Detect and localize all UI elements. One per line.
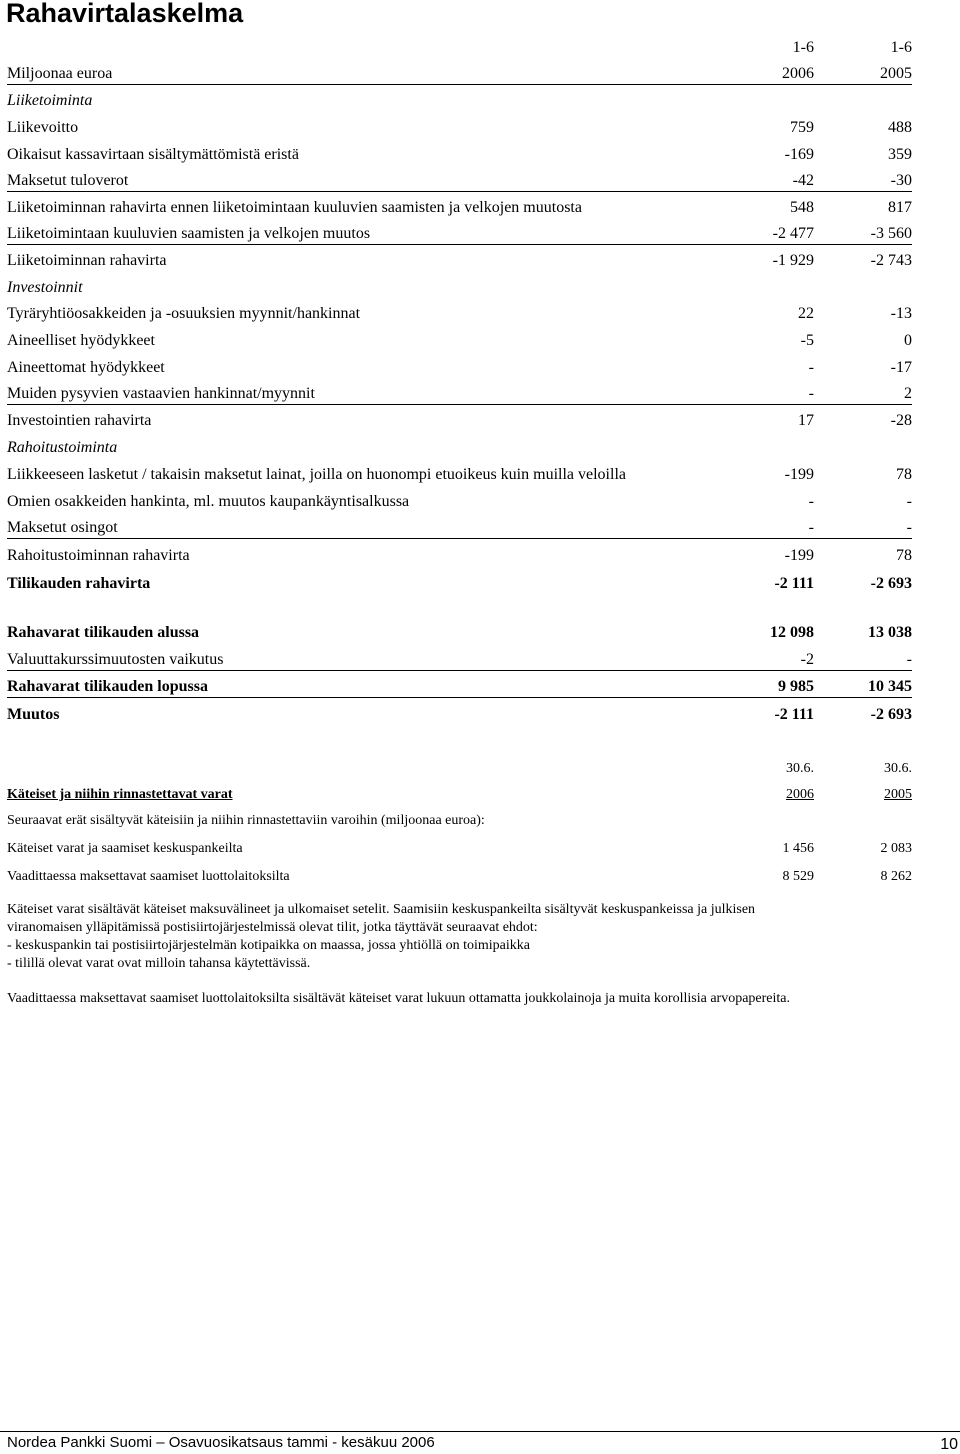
row-value-2006: 12 098 bbox=[770, 624, 814, 641]
row-label: Investoinnit bbox=[7, 279, 83, 296]
row-value-2006: 548 bbox=[790, 199, 814, 216]
row-label: Oikaisut kassavirtaan sisältymättömistä eristä bbox=[7, 146, 299, 163]
row-value-2006: 1 456 bbox=[782, 841, 814, 856]
note-line: Käteiset varat sisältävät käteiset maksuvälineet ja ulkomaiset setelit. Saamisiin keskuspankeilta sisältyvät keskuspankeissa ja julkisen bbox=[7, 902, 756, 917]
row-label: Muiden pysyvien vastaavien hankinnat/myynnit bbox=[7, 385, 315, 402]
row-label: Tilikauden rahavirta bbox=[7, 575, 151, 592]
subtotal-row bbox=[7, 247, 912, 271]
row-value-2005: 8 262 bbox=[880, 869, 912, 884]
period-header-row bbox=[7, 34, 912, 58]
row-value-2005: -17 bbox=[890, 359, 912, 376]
note-line: Vaadittaessa maksettavat saamiset luottolaitoksilta sisältävät käteiset varat lukuun ottamatta joukkolainoja ja muita korollisia arvopapereita. bbox=[7, 991, 790, 1006]
note-line: - tilillä olevat varat ovat milloin tahansa käytettävissä. bbox=[7, 956, 311, 971]
table-row bbox=[7, 488, 912, 512]
total-row bbox=[7, 619, 912, 643]
table-row bbox=[7, 461, 912, 485]
row-value-2006: - bbox=[808, 519, 814, 536]
row-label: Muutos bbox=[7, 706, 60, 723]
row-label: Liikkeeseen lasketut / takaisin maksetut lainat, joilla on huonompi etuoikeus kuin muilla veloilla bbox=[7, 466, 626, 483]
row-value-2006: 8 529 bbox=[782, 869, 814, 884]
table-row bbox=[7, 354, 912, 378]
section-liiketoiminta bbox=[7, 87, 912, 111]
row-value-2005: 0 bbox=[904, 332, 912, 349]
total-row bbox=[7, 570, 912, 594]
table-row bbox=[7, 220, 912, 245]
row-value-2005: -13 bbox=[890, 305, 912, 322]
row-value-2005: 359 bbox=[888, 146, 912, 163]
row-label: Maksetut tuloverot bbox=[7, 172, 129, 189]
row-value-2006: -199 bbox=[784, 466, 814, 483]
period-2005: 1-6 bbox=[890, 39, 912, 56]
cash-title-text: Käteiset ja niihin rinnastettavat varat bbox=[7, 787, 233, 802]
row-value-2005: 13 038 bbox=[868, 624, 912, 641]
row-value-2005: - bbox=[906, 651, 912, 668]
row-value-2006: - bbox=[808, 493, 814, 510]
row-value-2005: -2 693 bbox=[870, 575, 912, 592]
row-value-2005: -2 743 bbox=[870, 252, 912, 269]
row-label: Liiketoiminnan rahavirta ennen liiketoimintaan kuuluvien saamisten ja velkojen muutosta bbox=[7, 199, 582, 216]
row-value-2005: - bbox=[906, 493, 912, 510]
year-2006: 2006 bbox=[782, 65, 814, 82]
row-label: Liiketoimintaan kuuluvien saamisten ja velkojen muutos bbox=[7, 225, 371, 242]
unit-header-row bbox=[7, 60, 912, 85]
row-value-2005: 78 bbox=[896, 466, 912, 483]
row-value-2005: -28 bbox=[890, 412, 912, 429]
row-value-2005: 2 bbox=[904, 385, 912, 402]
cash-date-2006: 30.6. bbox=[786, 761, 814, 776]
row-value-2006: -169 bbox=[784, 146, 814, 163]
row-value-2006: -42 bbox=[792, 172, 814, 189]
total-row bbox=[7, 701, 912, 725]
row-value-2006: -2 111 bbox=[774, 575, 814, 592]
table-row bbox=[7, 300, 912, 324]
row-value-2005: 78 bbox=[896, 547, 912, 564]
row-value-2006: 759 bbox=[790, 119, 814, 136]
row-label: Käteiset varat ja saamiset keskuspankeilta bbox=[7, 841, 243, 856]
table-row bbox=[7, 114, 912, 138]
row-value-2006: 9 985 bbox=[778, 678, 814, 695]
table-row bbox=[7, 194, 912, 218]
row-label: Aineettomat hyödykkeet bbox=[7, 359, 165, 376]
row-value-2006: 22 bbox=[798, 305, 814, 322]
total-row bbox=[7, 673, 912, 698]
cash-row bbox=[7, 834, 912, 858]
row-label: Rahavarat tilikauden lopussa bbox=[7, 678, 208, 695]
row-value-2005: 488 bbox=[888, 119, 912, 136]
row-value-2005: 10 345 bbox=[868, 678, 912, 695]
row-value-2006: -1 929 bbox=[772, 252, 814, 269]
row-label: Liiketoiminnan rahavirta bbox=[7, 252, 167, 269]
cash-year-2005-text: 2005 bbox=[884, 787, 912, 802]
section-investoinnit bbox=[7, 274, 912, 298]
row-label: Investointien rahavirta bbox=[7, 412, 152, 429]
cash-year-2005 bbox=[792, 787, 912, 803]
cash-intro-row bbox=[7, 806, 912, 830]
row-label: Tyräryhtiöosakkeiden ja -osuuksien myynnit/hankinnat bbox=[7, 305, 361, 322]
row-value-2006: 17 bbox=[798, 412, 814, 429]
row-value-2006: -5 bbox=[800, 332, 814, 349]
row-value-2006: -2 111 bbox=[774, 706, 814, 723]
subtotal-row bbox=[7, 542, 912, 566]
period-2006: 1-6 bbox=[792, 39, 814, 56]
note-line: viranomaisen ylläpitämissä postisiirtojärjestelmissä olevat tilit, jotka täyttävät seuraavat ehdot: bbox=[7, 920, 538, 935]
row-value-2006: -2 477 bbox=[772, 225, 814, 242]
row-value-2006: - bbox=[808, 359, 814, 376]
cash-intro: Seuraavat erät sisältyvät käteisiin ja niihin rinnastettaviin varoihin (miljoonaa euroa): bbox=[7, 813, 485, 828]
page-title: Rahavirtalaskelma bbox=[6, 0, 244, 28]
row-value-2006: -199 bbox=[784, 547, 814, 564]
cash-year-2006-text: 2006 bbox=[786, 787, 814, 802]
row-label: Omien osakkeiden hankinta, ml. muutos kaupankäyntisalkussa bbox=[7, 493, 410, 510]
table-row bbox=[7, 646, 912, 671]
table-row bbox=[7, 327, 912, 351]
row-label: Liiketoiminta bbox=[7, 92, 93, 109]
table-row bbox=[7, 380, 912, 405]
note-line: - keskuspankin tai postisiirtojärjestelmän kotipaikka on maassa, jossa yhtiöllä on toimipaikka bbox=[7, 938, 530, 953]
row-value-2005: 817 bbox=[888, 199, 912, 216]
row-value-2005: -2 693 bbox=[870, 706, 912, 723]
footer-divider bbox=[0, 1431, 960, 1432]
cash-date-2005: 30.6. bbox=[884, 761, 912, 776]
subtotal-row bbox=[7, 407, 912, 431]
page-number: 10 bbox=[940, 1436, 958, 1453]
row-label: Liikevoitto bbox=[7, 119, 79, 136]
table-row bbox=[7, 167, 912, 192]
table-row bbox=[7, 141, 912, 165]
row-value-2005: -3 560 bbox=[870, 225, 912, 242]
row-label: Valuuttakurssimuutosten vaikutus bbox=[7, 651, 224, 668]
row-value-2005: 2 083 bbox=[880, 841, 912, 856]
footer-text: Nordea Pankki Suomi – Osavuosikatsaus tammi - kesäkuu 2006 bbox=[7, 1434, 435, 1451]
cash-row bbox=[7, 862, 912, 886]
row-label: Rahoitustoiminnan rahavirta bbox=[7, 547, 190, 564]
row-value-2005: -30 bbox=[890, 172, 912, 189]
row-label: Rahoitustoiminta bbox=[7, 439, 118, 456]
unit-label: Miljoonaa euroa bbox=[7, 65, 113, 82]
cash-date-row bbox=[7, 754, 912, 778]
row-label: Rahavarat tilikauden alussa bbox=[7, 624, 200, 641]
year-2005: 2005 bbox=[880, 65, 912, 82]
row-value-2005: - bbox=[906, 519, 912, 536]
row-label: Vaadittaessa maksettavat saamiset luottolaitoksilta bbox=[7, 869, 290, 884]
row-value-2006: -2 bbox=[800, 651, 814, 668]
cash-year-row bbox=[7, 780, 912, 804]
section-rahoitustoiminta bbox=[7, 434, 912, 458]
row-label: Aineelliset hyödykkeet bbox=[7, 332, 155, 349]
table-row bbox=[7, 514, 912, 539]
row-label: Maksetut osingot bbox=[7, 519, 118, 536]
row-value-2006: - bbox=[808, 385, 814, 402]
